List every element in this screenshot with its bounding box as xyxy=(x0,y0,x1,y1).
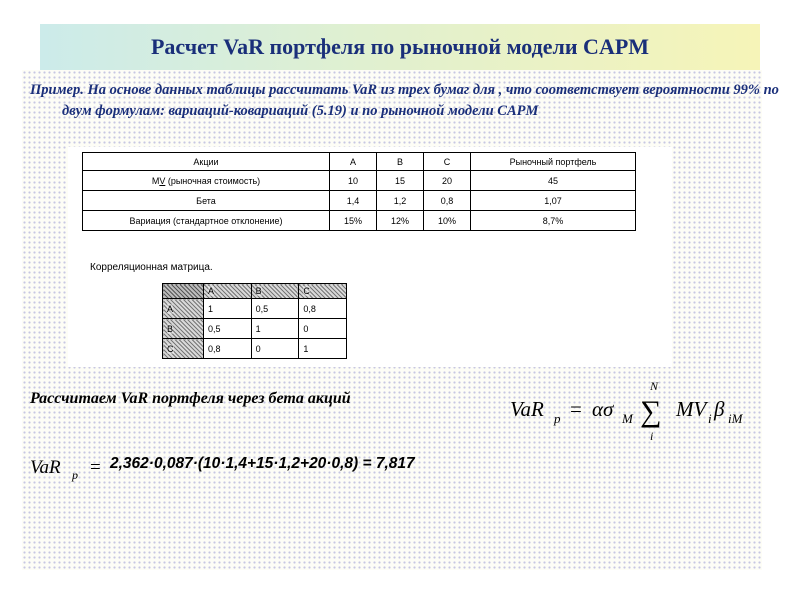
table-cell: 20 xyxy=(424,171,471,191)
table-cell: 10% xyxy=(424,211,471,231)
matrix-corner-cell xyxy=(163,284,204,299)
matrix-header-row xyxy=(163,284,347,299)
matrix-row-header: B xyxy=(163,319,204,339)
row-label: Вариация (стандартное отклонение) xyxy=(83,211,330,231)
table-cell: 45 xyxy=(471,171,636,191)
beta-method-text: Рассчитаем VaR портфеля через бета акций xyxy=(30,390,351,407)
header-cell: C xyxy=(424,153,471,171)
intro-text: Пример. На основе данных таблицы рассчитать VaR из трех бумаг для , что соответствует вероятности 99% по двум формулам: вариаций-ковариаций (5.19) и по рыночной модели CAPM xyxy=(30,82,779,119)
table-cell: 10 xyxy=(330,171,377,191)
matrix-row xyxy=(163,299,347,319)
table-cell: 1,2 xyxy=(377,191,424,211)
calc-lhs-var: VaR xyxy=(30,457,61,478)
calc-equals: = xyxy=(90,457,101,478)
formula-alpha-sigma: ασ xyxy=(592,397,614,421)
table-cell: 15% xyxy=(330,211,377,231)
formula-beta: β xyxy=(714,397,725,421)
table-cell: 1,4 xyxy=(330,191,377,211)
formula-lhs: VaR xyxy=(510,397,544,421)
table-cell: 8,7% xyxy=(471,211,636,231)
matrix-cell: 1 xyxy=(204,299,252,319)
stocks-table xyxy=(82,152,636,231)
table-row xyxy=(83,211,636,231)
formula-term: MV xyxy=(676,397,707,421)
matrix-cell: 0 xyxy=(251,339,299,359)
matrix-cell: 0,5 xyxy=(204,319,252,339)
formula-sum-upper: N xyxy=(650,379,659,393)
var-capm-formula xyxy=(506,376,756,448)
formula-beta-sub: iM xyxy=(728,411,743,426)
matrix-cell: 0,8 xyxy=(204,339,252,359)
matrix-cell: 0,8 xyxy=(299,299,347,319)
formula-term-sub: i xyxy=(708,411,712,426)
header-cell: A xyxy=(330,153,377,171)
table-cell: 12% xyxy=(377,211,424,231)
table-row xyxy=(83,191,636,211)
header-cell: B xyxy=(377,153,424,171)
formula-equals: = xyxy=(570,397,582,421)
matrix-cell: 0,5 xyxy=(251,299,299,319)
header-cell: Рыночный портфель xyxy=(471,153,636,171)
matrix-cell: 1 xyxy=(299,339,347,359)
row-label: Бета xyxy=(83,191,330,211)
correlation-title: Корреляционная матрица. xyxy=(90,262,213,273)
table-header-row xyxy=(83,153,636,171)
sum-sign-icon: ∑ xyxy=(640,395,662,428)
calc-lhs-sub: p xyxy=(72,468,78,482)
calc-expression: 2,362·0,087·(10·1,4+15·1,2+20·0,8) = 7,817 xyxy=(110,455,415,472)
table-row xyxy=(83,171,636,191)
table-cell: 0,8 xyxy=(424,191,471,211)
formula-sum-lower: i xyxy=(650,429,654,443)
matrix-col-header: A xyxy=(204,284,252,299)
matrix-col-header: C xyxy=(299,284,347,299)
slide-title: Расчет VaR портфеля по рыночной модели CAPM xyxy=(150,34,650,59)
calc-lhs xyxy=(30,452,110,482)
row-label: MV (рыночная стоимость) xyxy=(83,171,330,191)
matrix-row-header: C xyxy=(163,339,204,359)
matrix-col-header: B xyxy=(251,284,299,299)
matrix-cell: 1 xyxy=(251,319,299,339)
correlation-matrix xyxy=(162,283,347,359)
table-cell: 15 xyxy=(377,171,424,191)
matrix-row xyxy=(163,319,347,339)
formula-sigma-sub: M xyxy=(622,411,633,426)
matrix-row-header: A xyxy=(163,299,204,319)
matrix-cell: 0 xyxy=(299,319,347,339)
matrix-row xyxy=(163,339,347,359)
table-cell: 1,07 xyxy=(471,191,636,211)
formula-lhs-sub: p xyxy=(554,411,561,426)
header-cell: Акции xyxy=(83,153,330,171)
